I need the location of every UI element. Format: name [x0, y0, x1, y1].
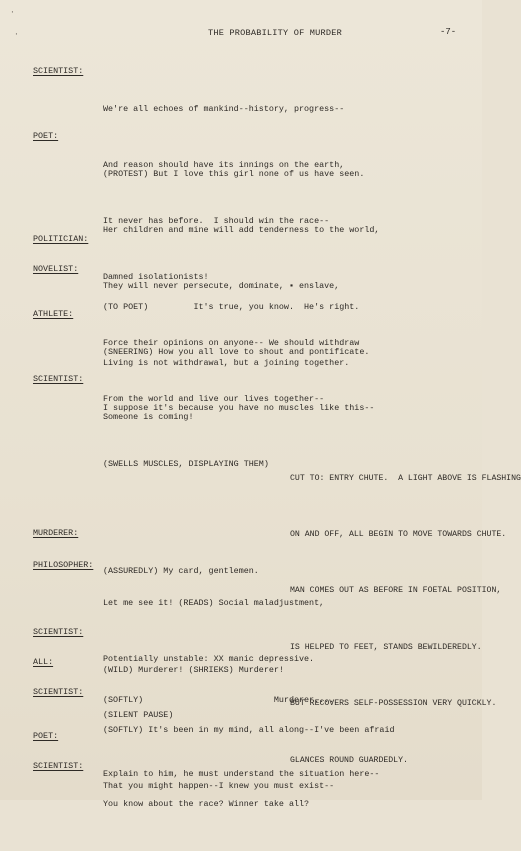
- dialogue-line: (SNEERING) How you all love to shout and pontificate.: [103, 346, 370, 357]
- stage-direction-line: MAN COMES OUT AS BEFORE IN FOETAL POSITION,: [290, 586, 502, 596]
- dialogue-line: Her children and mine will add tenderness to the world,: [103, 224, 380, 235]
- dialogue-line: (SILENT PAUSE): [103, 710, 174, 721]
- speaker-label: SCIENTIST:: [33, 374, 84, 384]
- dialogue-line: I suppose it's because you have no muscles like this--: [103, 402, 375, 413]
- speaker-label: ALL:: [33, 657, 54, 667]
- stage-direction-line: GLANCES ROUND GUARDEDLY.: [290, 755, 408, 765]
- speaker-label: PHILOSOPHER:: [33, 560, 94, 570]
- dialogue-line: (SOFTLY) It's been in my mind, all along--I've been afraid: [103, 724, 395, 735]
- dialogue-line: You know about the race? Winner take all?: [103, 798, 310, 809]
- stage-direction-line: CUT TO: ENTRY CHUTE. A LIGHT ABOVE IS FLASHING: [290, 473, 521, 483]
- dialogue-line: (PROTEST) But I love this girl none of us have seen.: [103, 168, 365, 179]
- dialogue-line: (ASSUREDLY) My card, gentlemen.: [103, 565, 259, 576]
- dialogue-line: Living is not withdrawal, but a joining together.: [103, 357, 350, 368]
- speaker-label: SCIENTIST:: [33, 627, 84, 637]
- dialogue-line: (SWELLS MUSCLES, DISPLAYING THEM): [103, 459, 269, 470]
- stage-direction-line: IS HELPED TO FEET, STANDS BEWILDEREDLY.: [290, 642, 482, 652]
- stray-mark: ·: [14, 30, 19, 39]
- speaker-label: SCIENTIST:: [33, 761, 84, 771]
- dialogue-line: (SOFTLY) Murderer....: [103, 694, 335, 705]
- stray-mark: ·: [10, 8, 15, 17]
- dialogue-line: We're all echoes of mankind--history, progress--: [103, 103, 345, 114]
- dialogue-line: Force their opinions on anyone-- We should withdraw: [103, 337, 360, 348]
- dialogue-line: That you might happen--I knew you must exist--: [103, 780, 335, 791]
- dialogue-line: Explain to him, he must understand the situation here--: [103, 768, 380, 779]
- dialogue-line: And reason should have its innings on the earth,: [103, 159, 345, 170]
- page-number: -7-: [440, 27, 457, 37]
- document-title: THE PROBABILITY OF MURDER: [208, 28, 342, 38]
- stage-direction-line: ON AND OFF, ALL BEGIN TO MOVE TOWARDS CHUTE.: [290, 529, 507, 539]
- dialogue-line: (TO POET) It's true, you know. He's right.: [103, 301, 360, 312]
- dialogue-line: Potentially unstable: XX manic depressive.: [103, 653, 315, 664]
- dialogue-line: Damned isolationists!: [103, 271, 209, 282]
- speaker-label: POET:: [33, 131, 59, 141]
- speaker-label: SCIENTIST:: [33, 66, 84, 76]
- dialogue-line: They will never persecute, dominate, ▪ enslave,: [103, 281, 340, 292]
- stage-direction-line: BUT RECOVERS SELF-POSSESSION VERY QUICKLY.: [290, 699, 497, 709]
- dialogue-line: It never has before. I should win the race--: [103, 216, 330, 227]
- speaker-label: POLITICIAN:: [33, 234, 89, 244]
- dialogue-line: From the world and live our lives together--: [103, 394, 325, 405]
- dialogue-line: Someone is coming!: [103, 411, 194, 422]
- speaker-label: ATHLETE:: [33, 309, 74, 319]
- dialogue-line: Let me see it! (READS) Social maladjustment,: [103, 597, 325, 608]
- speaker-label: POET:: [33, 731, 59, 741]
- speaker-label: NOVELIST:: [33, 264, 79, 274]
- speaker-label: MURDERER:: [33, 528, 79, 538]
- speaker-label: SCIENTIST:: [33, 687, 84, 697]
- dialogue-line: (WILD) Murderer! (SHRIEKS) Murderer!: [103, 664, 284, 675]
